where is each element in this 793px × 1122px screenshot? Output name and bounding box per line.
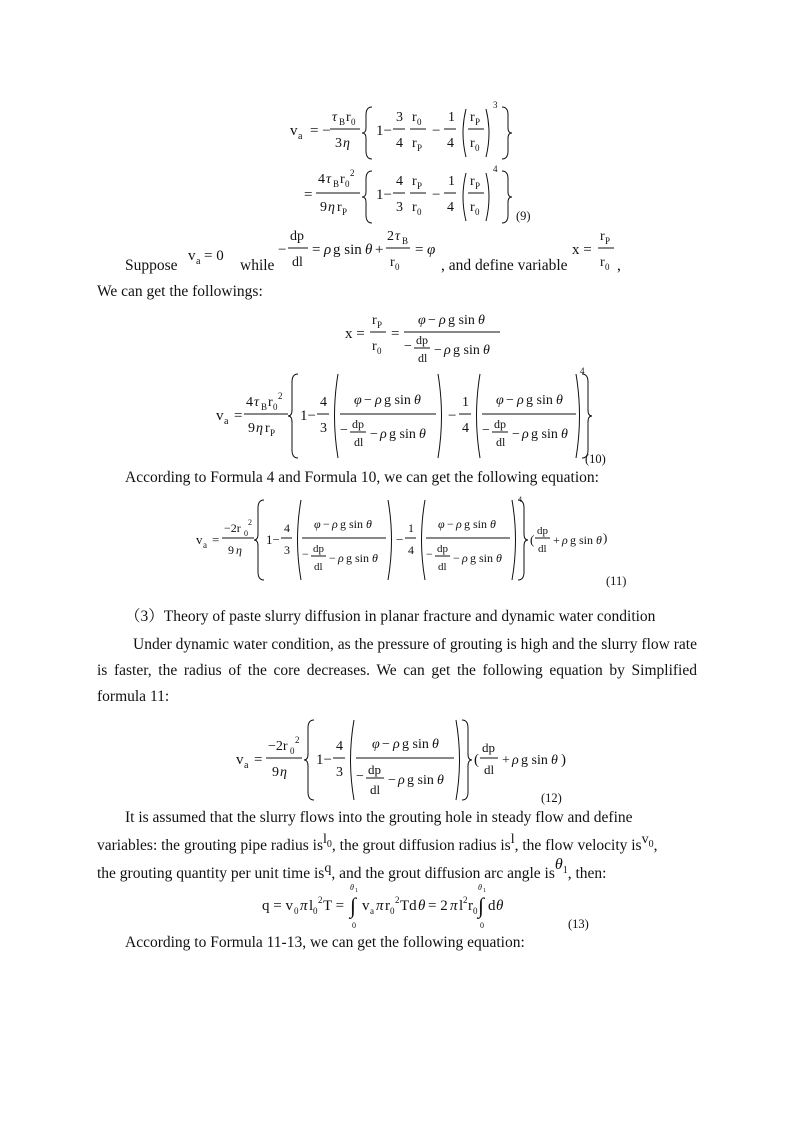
svg-text:v: v (188, 248, 196, 264)
svg-text:ρ: ρ (338, 551, 344, 565)
svg-text:ρ: ρ (398, 773, 405, 788)
svg-text:v: v (216, 408, 224, 424)
svg-text:φ: φ (418, 313, 426, 328)
svg-text:2: 2 (278, 391, 283, 401)
svg-text:r: r (372, 313, 377, 328)
svg-text:1: 1 (448, 110, 455, 125)
svg-text:=: = (304, 187, 313, 203)
svg-text:r: r (346, 110, 351, 125)
svg-text:g sin: g sin (384, 393, 411, 408)
svg-text:dl: dl (418, 351, 428, 365)
svg-text:φ: φ (438, 517, 445, 531)
pipe-radius-symbol: $l_0$ (323, 832, 332, 850)
svg-text:P: P (417, 181, 423, 191)
svg-text:0: 0 (480, 921, 484, 930)
svg-text:0: 0 (475, 143, 480, 153)
svg-text:2: 2 (248, 518, 252, 527)
svg-text:r: r (372, 339, 377, 354)
svg-text:r: r (470, 110, 475, 125)
svg-text:P: P (475, 117, 481, 127)
svg-text:θ: θ (596, 533, 602, 547)
svg-text:−: − (329, 551, 336, 565)
svg-text:−: − (364, 393, 372, 408)
svg-text:dp: dp (368, 762, 381, 777)
dynamic-water-paragraph: Under dynamic water condition, as the pressure of grouting is high and the slurry flow rate is faster, the radius of the core decreases. We can get the following equation by Simplified formula 11: (97, 636, 697, 705)
svg-text:2: 2 (463, 895, 468, 905)
equation-number-13: (13) (568, 917, 589, 931)
svg-text:dp: dp (494, 417, 506, 431)
svg-text:=: = (212, 532, 220, 547)
svg-text:−: − (388, 773, 396, 788)
svg-text:g sin: g sin (453, 343, 480, 358)
svg-text:r: r (390, 255, 395, 270)
svg-text:r: r (412, 174, 417, 189)
steady-flow-text-2a: variables: the grouting pipe radius is (97, 837, 323, 854)
svg-text:(: ( (530, 532, 535, 547)
svg-text:θ: θ (561, 427, 568, 442)
svg-text:θ: θ (366, 517, 372, 531)
svg-text:P: P (270, 428, 276, 438)
svg-text:4: 4 (447, 200, 454, 215)
svg-text:θ: θ (478, 313, 485, 328)
svg-text:r: r (470, 136, 475, 151)
svg-text:4: 4 (396, 174, 403, 189)
svg-text:3: 3 (396, 110, 403, 125)
svg-text:= 2: = 2 (428, 898, 448, 914)
svg-text:P: P (605, 236, 611, 246)
svg-text:0: 0 (313, 906, 318, 916)
equation-13-theta: θ (496, 898, 504, 914)
svg-text:4: 4 (320, 395, 327, 410)
svg-text:0: 0 (290, 746, 295, 756)
svg-text:0: 0 (345, 179, 350, 189)
svg-text:4: 4 (246, 395, 253, 410)
svg-text:a: a (224, 416, 229, 427)
svg-text:r: r (412, 110, 417, 125)
svg-text:−: − (396, 532, 404, 547)
svg-text:−: − (278, 242, 287, 258)
svg-text:φ: φ (496, 393, 504, 408)
svg-text:T =: T = (323, 898, 345, 914)
svg-text:1−: 1− (376, 187, 392, 203)
svg-text:θ: θ (432, 737, 439, 752)
svg-text:=: = (234, 408, 243, 424)
svg-text:−: − (323, 517, 330, 531)
svg-text:dl: dl (484, 762, 495, 777)
svg-text:2: 2 (318, 895, 323, 905)
svg-text:Td: Td (400, 898, 417, 914)
svg-text:ρ: ρ (456, 517, 462, 531)
svg-text:ρ: ρ (393, 737, 400, 752)
va-equals-zero (188, 244, 238, 268)
svg-text:q = v: q = v (262, 898, 293, 914)
svg-text:1−: 1− (266, 532, 280, 547)
svg-text:B: B (261, 402, 268, 412)
svg-text:ρ: ρ (517, 393, 524, 408)
svg-text:4: 4 (336, 739, 343, 754)
svg-text:η: η (236, 543, 242, 557)
svg-text:4: 4 (462, 421, 469, 436)
svg-text:ρ: ρ (324, 242, 332, 258)
svg-text:+: + (375, 242, 384, 258)
svg-text:a: a (203, 540, 207, 550)
svg-text:θ: θ (437, 773, 444, 788)
svg-text:π: π (450, 898, 458, 914)
svg-text:r: r (265, 421, 270, 436)
while-label: while (240, 257, 275, 274)
svg-text:r: r (385, 898, 390, 914)
svg-text:1: 1 (355, 888, 358, 894)
svg-text:ρ: ρ (522, 427, 529, 442)
svg-text:g sin: g sin (402, 737, 429, 752)
svg-text:η: η (343, 136, 350, 151)
svg-text:dl: dl (496, 435, 506, 449)
svg-text:l: l (459, 898, 464, 914)
svg-text:4: 4 (396, 136, 403, 151)
equation-10 (212, 370, 582, 462)
svg-text:g sin: g sin (346, 551, 370, 565)
svg-text:=: = (415, 242, 424, 258)
svg-text:dp: dp (313, 543, 324, 555)
steady-flow-text-3c: , then: (567, 865, 607, 882)
diffusion-radius-symbol: l (510, 832, 515, 847)
svg-text:η: η (328, 200, 335, 215)
svg-text:r: r (470, 200, 475, 215)
svg-text:0: 0 (377, 346, 382, 356)
svg-text:9: 9 (320, 200, 327, 215)
svg-text:r: r (337, 200, 342, 215)
trailing-comma: , (617, 257, 621, 274)
svg-text:θ: θ (556, 393, 563, 408)
svg-text:a: a (370, 906, 374, 916)
svg-text:B: B (333, 179, 340, 189)
equation-11-close-paren: ) (603, 530, 608, 545)
svg-text:0: 0 (351, 117, 356, 127)
svg-text:η: η (280, 765, 287, 780)
svg-text:θ: θ (414, 393, 421, 408)
svg-text:4: 4 (447, 136, 454, 151)
svg-text:τ: τ (332, 110, 338, 125)
svg-text:0: 0 (473, 906, 478, 916)
svg-text:= −: = − (310, 123, 331, 139)
svg-text:0: 0 (244, 529, 248, 538)
svg-text:1−: 1− (300, 408, 316, 424)
suppose-label: Suppose (125, 257, 178, 274)
svg-text:θ: θ (350, 883, 354, 892)
svg-text:θ: θ (365, 242, 373, 258)
svg-text:g sin: g sin (340, 517, 364, 531)
svg-text:−: − (432, 187, 441, 203)
svg-text:dp: dp (290, 229, 304, 244)
steady-flow-text-3b: , and the grout diffusion arc angle is (331, 865, 555, 882)
svg-text:9: 9 (248, 421, 255, 436)
svg-text:−: − (432, 123, 441, 139)
flow-velocity-symbol: $v_0$ (641, 832, 654, 850)
svg-text:−: − (404, 339, 412, 354)
svg-text:g sin: g sin (389, 427, 416, 442)
x-expression-equation (340, 306, 510, 366)
svg-text:g sin: g sin (570, 533, 594, 547)
svg-text:2: 2 (350, 168, 355, 178)
svg-text:): ) (561, 752, 566, 768)
svg-text:0: 0 (294, 906, 299, 916)
svg-text:r: r (468, 898, 473, 914)
svg-text:P: P (377, 320, 383, 330)
define-variable-text: , and define variable (441, 257, 568, 274)
svg-text:−: − (382, 737, 390, 752)
svg-text:dl: dl (538, 543, 547, 555)
equation-9 (280, 95, 580, 225)
svg-text:= 0: = 0 (204, 248, 224, 264)
svg-text:−: − (482, 423, 490, 438)
svg-text:2: 2 (387, 229, 394, 244)
equation-10-closing (576, 370, 596, 462)
svg-text:−: − (356, 769, 364, 784)
svg-text:−: − (447, 517, 454, 531)
svg-text:ρ: ρ (462, 551, 468, 565)
svg-text:−: − (340, 423, 348, 438)
svg-text:θ: θ (372, 551, 378, 565)
svg-text:l: l (309, 898, 314, 914)
svg-text:ρ: ρ (380, 427, 387, 442)
followings-text: We can get the followings: (97, 283, 263, 300)
svg-text:−: − (448, 408, 457, 424)
svg-text:r: r (470, 174, 475, 189)
equation-number-12: (12) (541, 791, 562, 805)
svg-text:∫: ∫ (478, 893, 485, 918)
svg-text:dp: dp (352, 417, 364, 431)
svg-text:θ: θ (551, 753, 558, 768)
svg-text:dl: dl (438, 561, 447, 573)
svg-text:τ: τ (395, 229, 401, 244)
steady-flow-text-2b: , the grout diffusion radius is (331, 837, 511, 854)
svg-text:θ: θ (483, 343, 490, 358)
svg-text:a: a (298, 131, 303, 142)
steady-flow-line-1: It is assumed that the slurry flows into the grouting hole in steady flow and define (125, 809, 633, 826)
svg-text:0: 0 (605, 262, 610, 272)
svg-text:4: 4 (408, 543, 414, 557)
svg-text:1−: 1− (316, 752, 332, 768)
formula-4-10-text: According to Formula 4 and Formula 10, we can get the following equation: (125, 469, 599, 486)
svg-text:r: r (600, 229, 605, 244)
equation-12 (232, 716, 572, 802)
svg-text:−: − (512, 427, 520, 442)
svg-text:−: − (434, 343, 442, 358)
svg-text:η: η (256, 421, 263, 436)
svg-text:g sin: g sin (526, 393, 553, 408)
svg-text:dp: dp (437, 543, 448, 555)
svg-text:1: 1 (408, 521, 414, 535)
svg-text:g sin: g sin (333, 242, 362, 258)
svg-text:θ: θ (418, 898, 426, 914)
svg-text:P: P (342, 207, 348, 217)
svg-text:ρ: ρ (375, 393, 382, 408)
svg-text:P: P (417, 143, 423, 153)
svg-text:0: 0 (417, 207, 422, 217)
svg-text:g sin: g sin (407, 773, 434, 788)
svg-text:θ: θ (496, 551, 502, 565)
equation-13 (262, 878, 502, 930)
svg-text:1: 1 (462, 395, 469, 410)
svg-text:x =: x = (345, 326, 365, 342)
svg-text:2: 2 (295, 735, 300, 745)
svg-text:a: a (244, 760, 249, 771)
svg-text:(: ( (474, 752, 479, 768)
svg-text:r: r (600, 255, 605, 270)
svg-text:9: 9 (272, 765, 279, 780)
svg-text:φ: φ (427, 242, 436, 258)
svg-text:x =: x = (572, 242, 592, 258)
svg-text:dl: dl (354, 435, 364, 449)
svg-text:τ: τ (254, 395, 260, 410)
svg-text:θ: θ (478, 883, 482, 892)
svg-text:4: 4 (493, 164, 498, 174)
svg-text:=: = (391, 326, 400, 342)
svg-text:B: B (339, 117, 346, 127)
steady-flow-text-2c: , the flow velocity is (514, 837, 642, 854)
svg-text:0: 0 (475, 207, 480, 217)
svg-text:3: 3 (336, 765, 343, 780)
svg-text:φ: φ (354, 393, 362, 408)
svg-text:0: 0 (395, 262, 400, 272)
svg-text:0: 0 (352, 921, 356, 930)
svg-text:dl: dl (370, 782, 381, 797)
svg-text:−2r: −2r (268, 739, 288, 754)
svg-text:dp: dp (537, 525, 548, 537)
svg-text:+: + (553, 533, 560, 547)
svg-text:0: 0 (273, 402, 278, 412)
svg-text:−: − (426, 547, 433, 561)
svg-text:ρ: ρ (439, 313, 446, 328)
svg-text:9: 9 (228, 543, 234, 557)
grouting-quantity-symbol: q (324, 861, 332, 876)
svg-text:−: − (506, 393, 514, 408)
svg-text:4: 4 (318, 172, 325, 187)
svg-text:3: 3 (396, 200, 403, 215)
svg-text:θ: θ (490, 517, 496, 531)
svg-text:0: 0 (390, 906, 395, 916)
svg-text:a: a (196, 256, 201, 267)
svg-text:g sin: g sin (531, 427, 558, 442)
equation-number-10: (10) (585, 452, 606, 466)
equation-number-9: (9) (516, 209, 531, 223)
svg-text:=: = (254, 752, 263, 768)
svg-text:−: − (302, 547, 309, 561)
svg-text:=: = (312, 242, 321, 258)
x-definition (572, 226, 622, 274)
svg-text:∫: ∫ (350, 893, 357, 918)
svg-text:3: 3 (493, 100, 498, 110)
svg-text:1: 1 (448, 174, 455, 189)
svg-text:g sin: g sin (470, 551, 494, 565)
section-heading: （3）Theory of paste slurry diffusion in planar fracture and dynamic water condition (125, 608, 656, 625)
svg-text:dp: dp (482, 740, 495, 755)
svg-text:3: 3 (335, 136, 342, 151)
steady-flow-line-2: variables: the grouting pipe radius isl$_0$, the grout diffusion radius isl, the flow velocity isv$_0$, (97, 832, 658, 854)
svg-text:v: v (290, 123, 298, 139)
svg-text:ρ: ρ (562, 533, 568, 547)
svg-text:v: v (362, 898, 370, 914)
svg-text:P: P (475, 181, 481, 191)
svg-text:π: π (376, 898, 384, 914)
svg-text:−: − (428, 313, 436, 328)
svg-text:−: − (453, 551, 460, 565)
arc-angle-symbol: $\theta_1$ (554, 856, 568, 876)
svg-text:v: v (236, 752, 244, 768)
svg-text:ρ: ρ (332, 517, 338, 531)
svg-text:dp: dp (416, 333, 428, 347)
svg-text:+: + (502, 753, 510, 768)
svg-text:0: 0 (417, 117, 422, 127)
svg-text:4: 4 (518, 495, 522, 504)
svg-text:θ: θ (419, 427, 426, 442)
svg-text:dl: dl (292, 255, 303, 270)
svg-text:4: 4 (284, 521, 290, 535)
equation-number-11: (11) (606, 574, 627, 588)
svg-text:π: π (300, 898, 308, 914)
svg-text:1: 1 (483, 888, 486, 894)
equation-10-exponent: 4 (580, 366, 585, 376)
svg-text:r: r (412, 200, 417, 215)
svg-text:B: B (402, 236, 409, 246)
svg-text:3: 3 (320, 421, 327, 436)
formula-11-13-text: According to Formula 11-13, we can get the following equation: (125, 934, 525, 951)
svg-text:r: r (340, 172, 345, 187)
steady-flow-text-3a: the grouting quantity per unit time is (97, 865, 325, 882)
svg-text:r: r (412, 136, 417, 151)
svg-text:−2r: −2r (224, 521, 241, 535)
svg-text:v: v (196, 532, 203, 547)
equation-11 (196, 495, 602, 584)
svg-text:3: 3 (284, 543, 290, 557)
svg-text:g sin: g sin (448, 313, 475, 328)
svg-text:φ: φ (314, 517, 321, 531)
svg-text:τ: τ (326, 172, 332, 187)
svg-text:g sin: g sin (464, 517, 488, 531)
svg-text:dl: dl (314, 561, 323, 573)
svg-text:2: 2 (395, 895, 400, 905)
svg-text:g sin: g sin (521, 753, 548, 768)
svg-text:r: r (268, 395, 273, 410)
svg-text:ρ: ρ (444, 343, 451, 358)
pressure-gradient-equation (278, 226, 443, 274)
svg-text:−: − (370, 427, 378, 442)
svg-text:φ: φ (372, 737, 380, 752)
svg-text:ρ: ρ (512, 753, 519, 768)
svg-text:d: d (488, 898, 496, 914)
svg-text:1−: 1− (376, 123, 392, 139)
